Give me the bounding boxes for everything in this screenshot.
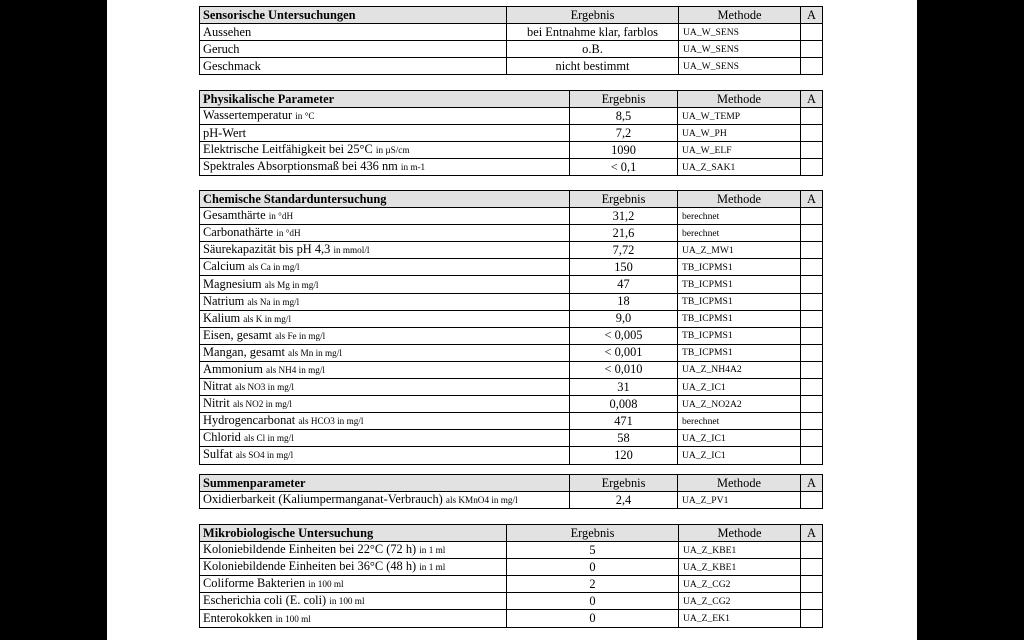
result-value: 150: [570, 259, 678, 276]
parameter-name: Hydrogencarbonat: [203, 413, 296, 428]
a-cell: [801, 259, 823, 276]
parameter-unit: als Ca in mg/l: [248, 262, 300, 273]
table-row: [200, 542, 823, 559]
a-cell: [801, 24, 823, 41]
a-cell: [801, 108, 823, 125]
result-value: 31: [570, 379, 678, 396]
parameter-cell: [200, 327, 570, 344]
column-header-methode: Methode: [679, 525, 801, 542]
parameter-unit: als NO2 in mg/l: [232, 399, 292, 410]
table-row: [200, 41, 823, 58]
section-title: Summenparameter: [200, 475, 570, 492]
a-cell: [801, 396, 823, 413]
parameter-name: Coliforme Bakterien: [203, 576, 306, 591]
table-row: [200, 413, 823, 430]
a-cell: [801, 447, 823, 464]
a-cell: [801, 225, 823, 242]
table-header-row: [200, 7, 823, 24]
method-code: berechnet: [678, 208, 801, 225]
a-cell: [801, 361, 823, 378]
column-header-ergebnis: Ergebnis: [570, 91, 678, 108]
result-value: 47: [570, 276, 678, 293]
parameter-name: Elektrische Leitfähigkeit bei 25°C: [203, 142, 373, 157]
parameter-unit: in °dH: [276, 228, 301, 239]
parameter-cell: [200, 361, 570, 378]
parameter-name: Oxidierbarkeit (Kaliumpermanganat-Verbrauch): [203, 492, 443, 507]
parameter-unit: in µS/cm: [375, 145, 410, 156]
result-value: < 0,010: [570, 361, 678, 378]
a-cell: [801, 41, 823, 58]
table-row: [200, 108, 823, 125]
parameter-cell: [200, 492, 570, 509]
method-code: TB_ICPMS1: [678, 259, 801, 276]
method-code: TB_ICPMS1: [678, 293, 801, 310]
parameter-cell: [200, 225, 570, 242]
parameter-cell: [200, 559, 507, 576]
method-code: UA_Z_IC1: [678, 379, 801, 396]
table-row: [200, 593, 823, 610]
a-cell: [801, 492, 823, 509]
table-row: [200, 259, 823, 276]
table-row: [200, 125, 823, 142]
parameter-unit: in °dH: [268, 211, 294, 222]
parameter-cell: [200, 379, 570, 396]
result-value: bei Entnahme klar, farblos: [507, 24, 679, 41]
method-code: TB_ICPMS1: [678, 310, 801, 327]
result-value: 0: [507, 593, 679, 610]
parameter-unit: als K in mg/l: [243, 313, 292, 324]
parameter-name: Spektrales Absorptionsmaß bei 436 nm: [203, 159, 398, 174]
method-code: berechnet: [678, 413, 801, 430]
table-row: [200, 430, 823, 447]
parameter-name: Eisen, gesamt: [203, 327, 272, 342]
table-row: [200, 276, 823, 293]
method-code: UA_Z_KBE1: [679, 559, 801, 576]
parameter-name: Enterokokken: [203, 610, 273, 625]
parameter-name: Sulfat: [203, 447, 233, 462]
parameter-unit: in °C: [295, 111, 315, 122]
table-row: [200, 492, 823, 509]
parameter-cell: [200, 159, 570, 176]
a-cell: [801, 430, 823, 447]
table-row: [200, 159, 823, 176]
parameter-cell: [200, 610, 507, 627]
method-code: UA_W_TEMP: [678, 108, 801, 125]
method-code: UA_Z_MW1: [678, 242, 801, 259]
parameter-cell: [200, 242, 570, 259]
parameter-unit: in 1 ml: [419, 562, 446, 573]
method-code: UA_Z_EK1: [679, 610, 801, 627]
parameter-unit: in 100 ml: [308, 579, 344, 590]
a-cell: [801, 559, 823, 576]
a-cell: [801, 242, 823, 259]
result-value: 31,2: [570, 208, 678, 225]
column-header-a: A: [801, 525, 823, 542]
parameter-unit: als Fe in mg/l: [274, 330, 326, 341]
parameter-name: Geruch: [203, 41, 240, 56]
parameter-cell: [200, 142, 570, 159]
parameter-unit: in 100 ml: [329, 596, 365, 607]
parameter-name: Säurekapazität bis pH 4,3: [203, 242, 331, 257]
method-code: UA_Z_CG2: [679, 576, 801, 593]
table-row: [200, 447, 823, 464]
column-header-ergebnis: Ergebnis: [570, 191, 678, 208]
a-cell: [801, 593, 823, 610]
table-header-row: [200, 475, 823, 492]
parameter-name: Escherichia coli (E. coli): [203, 593, 327, 608]
parameter-unit: in 1 ml: [419, 545, 446, 556]
result-value: 0: [507, 559, 679, 576]
table-header-row: [200, 525, 823, 542]
table-row: [200, 559, 823, 576]
column-header-ergebnis: Ergebnis: [507, 7, 679, 24]
table-mikrobiologische-untersuchung: [199, 524, 823, 628]
result-value: 1090: [570, 142, 678, 159]
table-header-row: [200, 91, 823, 108]
parameter-cell: [200, 41, 507, 58]
column-header-ergebnis: Ergebnis: [570, 475, 678, 492]
parameter-name: Koloniebildende Einheiten bei 22°C (72 h): [203, 542, 417, 557]
parameter-unit: als Mn in mg/l: [288, 347, 342, 358]
result-value: 18: [570, 293, 678, 310]
table-row: [200, 142, 823, 159]
table-physikalische-parameter: [199, 90, 823, 176]
table-row: [200, 242, 823, 259]
parameter-name: Carbonathärte: [203, 225, 274, 240]
result-value: 58: [570, 430, 678, 447]
parameter-unit: in mmol/l: [333, 245, 370, 256]
result-value: 0,008: [570, 396, 678, 413]
parameter-name: pH-Wert: [203, 125, 247, 140]
parameter-unit: als KMnO4 in mg/l: [445, 495, 518, 506]
method-code: UA_W_ELF: [678, 142, 801, 159]
method-code: TB_ICPMS1: [678, 327, 801, 344]
parameter-cell: [200, 108, 570, 125]
parameter-cell: [200, 310, 570, 327]
table-row: [200, 24, 823, 41]
parameter-name: Nitrit: [203, 396, 230, 411]
result-value: < 0,001: [570, 344, 678, 361]
column-header-a: A: [801, 475, 823, 492]
column-header-methode: Methode: [678, 475, 801, 492]
method-code: UA_Z_CG2: [679, 593, 801, 610]
a-cell: [801, 293, 823, 310]
method-code: UA_W_PH: [678, 125, 801, 142]
parameter-unit: in 100 ml: [275, 613, 311, 624]
parameter-name: Gesamthärte: [203, 208, 266, 223]
parameter-name: Magnesium: [203, 276, 262, 291]
result-value: 2,4: [570, 492, 678, 509]
table-row: [200, 58, 823, 75]
result-value: 7,2: [570, 125, 678, 142]
a-cell: [801, 379, 823, 396]
a-cell: [801, 610, 823, 627]
a-cell: [801, 125, 823, 142]
result-value: 21,6: [570, 225, 678, 242]
method-code: TB_ICPMS1: [678, 276, 801, 293]
result-value: o.B.: [507, 41, 679, 58]
table-row: [200, 327, 823, 344]
table-row: [200, 310, 823, 327]
method-code: UA_Z_NH4A2: [678, 361, 801, 378]
column-header-methode: Methode: [679, 7, 801, 24]
parameter-unit: als Cl in mg/l: [243, 433, 294, 444]
parameter-name: Koloniebildende Einheiten bei 36°C (48 h): [203, 559, 417, 574]
parameter-cell: [200, 430, 570, 447]
parameter-cell: [200, 125, 570, 142]
parameter-unit: als Mg in mg/l: [264, 279, 319, 290]
parameter-name: Ammonium: [203, 361, 263, 376]
result-value: 120: [570, 447, 678, 464]
a-cell: [801, 344, 823, 361]
method-code: UA_Z_PV1: [678, 492, 801, 509]
parameter-unit: als NH4 in mg/l: [266, 364, 325, 375]
column-header-a: A: [801, 7, 823, 24]
section-title: Sensorische Untersuchungen: [200, 7, 507, 24]
section-title: Physikalische Parameter: [200, 91, 570, 108]
a-cell: [801, 58, 823, 75]
table-chemische-standarduntersuchung: [199, 190, 823, 465]
method-code: UA_Z_KBE1: [679, 542, 801, 559]
table-row: [200, 361, 823, 378]
table-row: [200, 225, 823, 242]
table-row: [200, 610, 823, 627]
method-code: UA_Z_IC1: [678, 430, 801, 447]
section-title: Mikrobiologische Untersuchung: [200, 525, 507, 542]
column-header-a: A: [801, 191, 823, 208]
parameter-cell: [200, 542, 507, 559]
result-value: < 0,005: [570, 327, 678, 344]
method-code: UA_Z_SAK1: [678, 159, 801, 176]
parameter-name: Kalium: [203, 310, 241, 325]
method-code: UA_Z_NO2A2: [678, 396, 801, 413]
parameter-cell: [200, 259, 570, 276]
parameter-unit: als Na in mg/l: [247, 296, 300, 307]
parameter-cell: [200, 276, 570, 293]
result-value: 471: [570, 413, 678, 430]
table-summenparameter: [199, 474, 823, 509]
table-row: [200, 208, 823, 225]
parameter-name: Mangan, gesamt: [203, 344, 285, 359]
column-header-a: A: [801, 91, 823, 108]
a-cell: [801, 159, 823, 176]
a-cell: [801, 413, 823, 430]
parameter-cell: [200, 344, 570, 361]
result-value: 2: [507, 576, 679, 593]
parameter-cell: [200, 24, 507, 41]
section-title: Chemische Standarduntersuchung: [200, 191, 570, 208]
method-code: UA_Z_IC1: [678, 447, 801, 464]
parameter-cell: [200, 58, 507, 75]
method-code: UA_W_SENS: [679, 58, 801, 75]
method-code: UA_W_SENS: [679, 41, 801, 58]
parameter-cell: [200, 593, 507, 610]
result-value: 0: [507, 610, 679, 627]
result-value: < 0,1: [570, 159, 678, 176]
parameter-cell: [200, 576, 507, 593]
a-cell: [801, 310, 823, 327]
table-row: [200, 344, 823, 361]
parameter-name: Wassertemperatur: [203, 108, 293, 123]
table-sensorische-untersuchungen: [199, 6, 823, 75]
result-value: 5: [507, 542, 679, 559]
table-header-row: [200, 191, 823, 208]
table-row: [200, 576, 823, 593]
parameter-name: Calcium: [203, 259, 245, 274]
a-cell: [801, 276, 823, 293]
method-code: TB_ICPMS1: [678, 344, 801, 361]
document-page: [107, 0, 917, 640]
method-code: UA_W_SENS: [679, 24, 801, 41]
a-cell: [801, 142, 823, 159]
column-header-ergebnis: Ergebnis: [507, 525, 679, 542]
parameter-name: Geschmack: [203, 58, 261, 73]
column-header-methode: Methode: [678, 91, 801, 108]
parameter-unit: als SO4 in mg/l: [235, 450, 294, 461]
a-cell: [801, 576, 823, 593]
parameter-cell: [200, 413, 570, 430]
result-value: nicht bestimmt: [507, 58, 679, 75]
table-row: [200, 293, 823, 310]
a-cell: [801, 327, 823, 344]
parameter-cell: [200, 208, 570, 225]
parameter-unit: in m-1: [400, 162, 426, 173]
result-value: 9,0: [570, 310, 678, 327]
column-header-methode: Methode: [678, 191, 801, 208]
method-code: berechnet: [678, 225, 801, 242]
table-row: [200, 396, 823, 413]
parameter-unit: als NO3 in mg/l: [235, 382, 294, 393]
a-cell: [801, 208, 823, 225]
parameter-name: Chlorid: [203, 430, 241, 445]
table-row: [200, 379, 823, 396]
a-cell: [801, 542, 823, 559]
parameter-cell: [200, 447, 570, 464]
parameter-cell: [200, 396, 570, 413]
parameter-name: Natrium: [203, 293, 245, 308]
result-value: 8,5: [570, 108, 678, 125]
parameter-unit: als HCO3 in mg/l: [298, 416, 364, 427]
parameter-cell: [200, 293, 570, 310]
parameter-name: Aussehen: [203, 24, 252, 39]
parameter-name: Nitrat: [203, 379, 232, 394]
result-value: 7,72: [570, 242, 678, 259]
